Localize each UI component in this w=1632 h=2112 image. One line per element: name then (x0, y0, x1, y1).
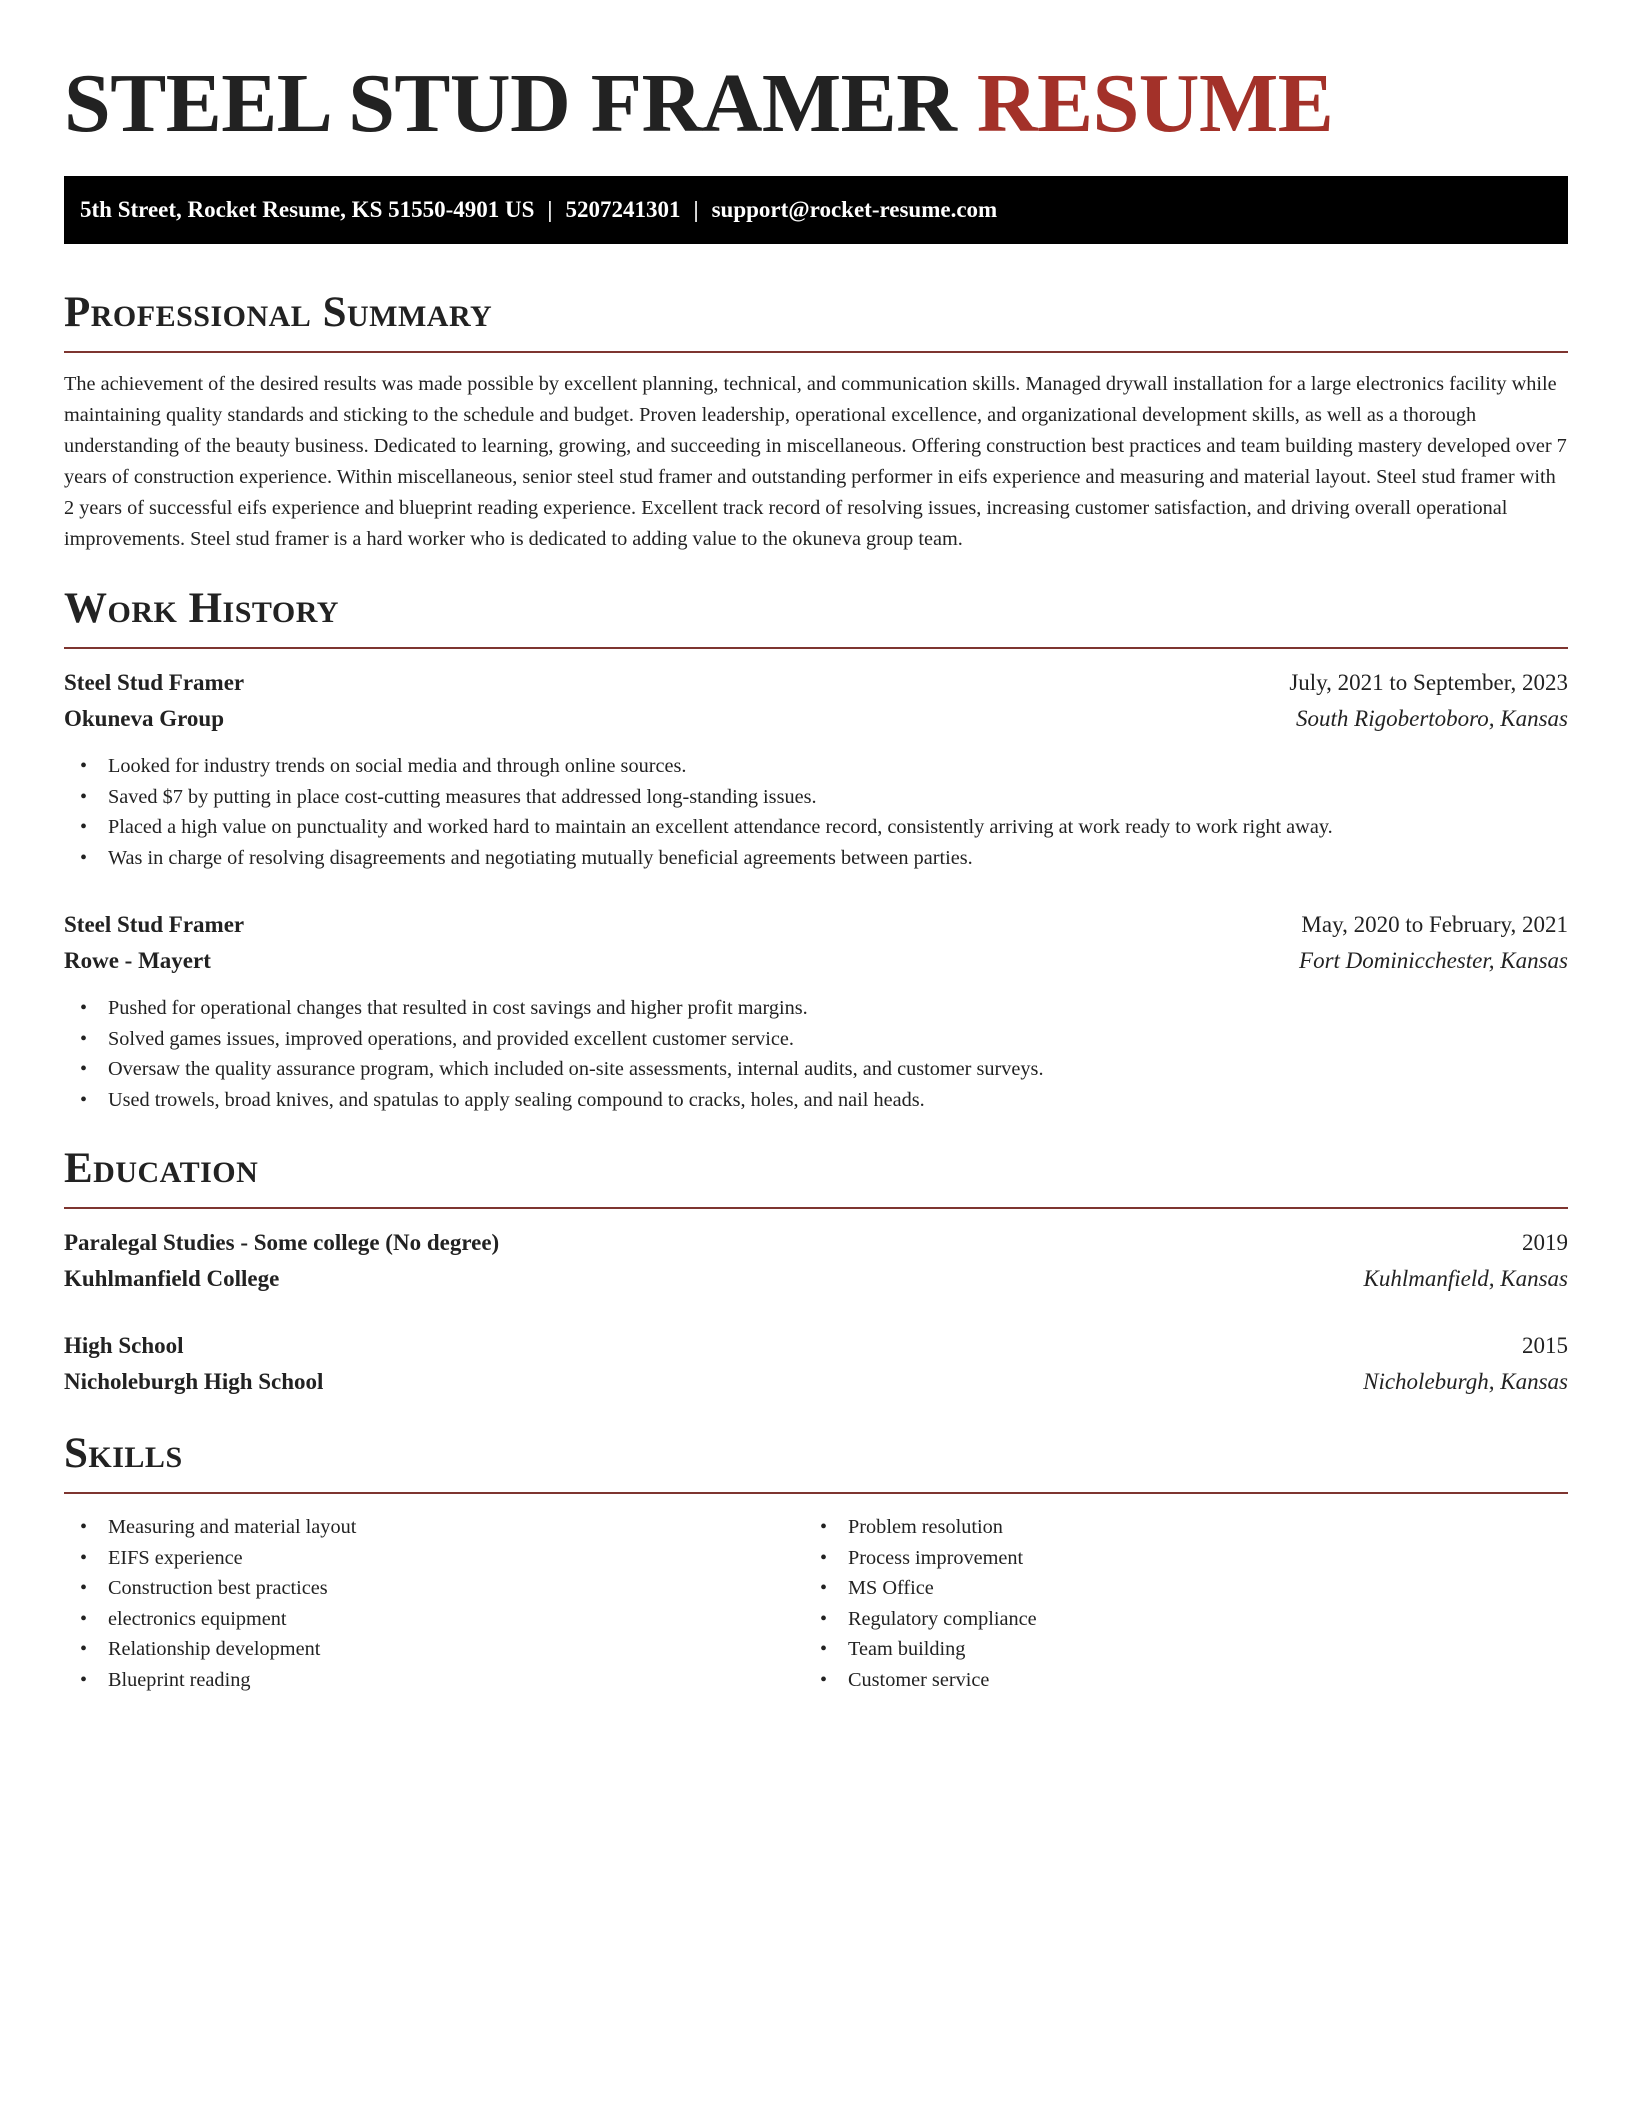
education-location: Kuhlmanfield, Kansas (1363, 1266, 1568, 1291)
education-degree: Paralegal Studies - Some college (No degree) (64, 1230, 500, 1255)
education-school-row (64, 1261, 1568, 1297)
summary-text: The achievement of the desired results was made possible by excellent planning, technical, and communication skills. Managed drywall installation for a large electronics facility while maintaining quality standards and sticking to the schedule and budget. Proven leadership, operational excellence, and organizational development skills, as well as a thorough understanding of the beauty business. Dedicated to learning, growing, and succeeding in miscellaneous. Offering construction best practices and team building mastery developed over 7 years of construction experience. Within miscellaneous, senior steel stud framer and outstanding performer in eifs experience and measuring and material layout. Steel stud framer with 2 years of successful eifs experience and blueprint reading experience. Excellent track record of resolving issues, increasing customer satisfaction, and driving overall operational improvements. Steel stud framer is a hard worker who is dedicated to adding value to the okuneva group team. (64, 373, 1567, 550)
section-divider (64, 1492, 1568, 1494)
section-divider (64, 1207, 1568, 1209)
job-bullets (64, 751, 1568, 873)
list-item: • Used trowels, broad knives, and spatulas to apply sealing compound to cracks, holes, and nail heads. (64, 1085, 1568, 1116)
title-main: STEEL STUD FRAMER (64, 57, 957, 150)
job-location: South Rigobertoboro, Kansas (1296, 706, 1568, 731)
resume-title (64, 58, 1568, 150)
job-bullets (64, 993, 1568, 1115)
summary-section (64, 289, 1568, 555)
skills-heading: Skills (64, 1430, 183, 1477)
skill-item: • Problem resolution (804, 1512, 1544, 1543)
education-degree: High School (64, 1333, 184, 1358)
skill-item: • Regulatory compliance (804, 1604, 1544, 1635)
contact-address: 5th Street, Rocket Resume, KS 51550-4901 US (80, 197, 535, 222)
job-title: Steel Stud Framer (64, 670, 245, 695)
education-degree-row (64, 1225, 1568, 1261)
skills-list-right (804, 1512, 1544, 1695)
education-year: 2015 (1522, 1333, 1568, 1358)
education-location: Nicholeburgh, Kansas (1363, 1369, 1568, 1394)
job-header-row (64, 665, 1568, 701)
list-item: • Was in charge of resolving disagreements and negotiating mutually beneficial agreements between parties. (64, 843, 1568, 874)
skill-item: • Construction best practices (64, 1573, 804, 1604)
education-school: Kuhlmanfield College (64, 1266, 280, 1291)
work-history-section (64, 585, 1568, 1115)
section-divider (64, 647, 1568, 649)
list-item: • Solved games issues, improved operations, and provided excellent customer service. (64, 1024, 1568, 1055)
skills-columns (64, 1512, 1568, 1695)
list-item: • Pushed for operational changes that resulted in cost savings and higher profit margins. (64, 993, 1568, 1024)
skill-item: • Process improvement (804, 1543, 1544, 1574)
education-school: Nicholeburgh High School (64, 1369, 324, 1394)
job-company-row (64, 943, 1568, 979)
job-company: Okuneva Group (64, 706, 224, 731)
contact-email: support@rocket-resume.com (711, 197, 998, 222)
education-degree-row (64, 1328, 1568, 1364)
section-divider (64, 351, 1568, 353)
education-section (64, 1145, 1568, 1400)
list-item: • Placed a high value on punctuality and worked hard to maintain an excellent attendance record, consistently arriving at work ready to work right away. (64, 812, 1568, 843)
education-school-row (64, 1364, 1568, 1400)
work-history-heading: Work History (64, 585, 339, 632)
education-heading: Education (64, 1145, 259, 1192)
skills-section (64, 1430, 1568, 1695)
job-company-row (64, 701, 1568, 737)
contact-phone: 5207241301 (565, 197, 681, 222)
contact-separator: | (547, 197, 553, 222)
skill-item: • Customer service (804, 1665, 1544, 1696)
education-year: 2019 (1522, 1230, 1568, 1255)
job-entry (64, 665, 1568, 873)
skill-item: • MS Office (804, 1573, 1544, 1604)
skills-list-left (64, 1512, 804, 1695)
list-item: • Looked for industry trends on social media and through online sources. (64, 751, 1568, 782)
summary-heading: Professional Summary (64, 289, 493, 336)
title-accent: RESUME (976, 57, 1334, 150)
job-dates: May, 2020 to February, 2021 (1301, 912, 1568, 937)
job-dates: July, 2021 to September, 2023 (1289, 670, 1568, 695)
resume-page (64, 0, 1568, 1695)
contact-separator: | (693, 197, 699, 222)
job-header-row (64, 907, 1568, 943)
job-company: Rowe - Mayert (64, 948, 211, 973)
skill-item: • Relationship development (64, 1634, 804, 1665)
job-title: Steel Stud Framer (64, 912, 245, 937)
list-item: • Oversaw the quality assurance program, which included on-site assessments, internal audits, and customer surveys. (64, 1054, 1568, 1085)
education-entry (64, 1225, 1568, 1297)
list-item: • Saved $7 by putting in place cost-cutting measures that addressed long-standing issues. (64, 782, 1568, 813)
skill-item: • Measuring and material layout (64, 1512, 804, 1543)
job-entry (64, 907, 1568, 1115)
skill-item: • Blueprint reading (64, 1665, 804, 1696)
skill-item: • electronics equipment (64, 1604, 804, 1635)
skill-item: • Team building (804, 1634, 1544, 1665)
skill-item: • EIFS experience (64, 1543, 804, 1574)
contact-bar (64, 176, 1568, 244)
education-entry (64, 1328, 1568, 1400)
job-location: Fort Dominicchester, Kansas (1299, 948, 1568, 973)
